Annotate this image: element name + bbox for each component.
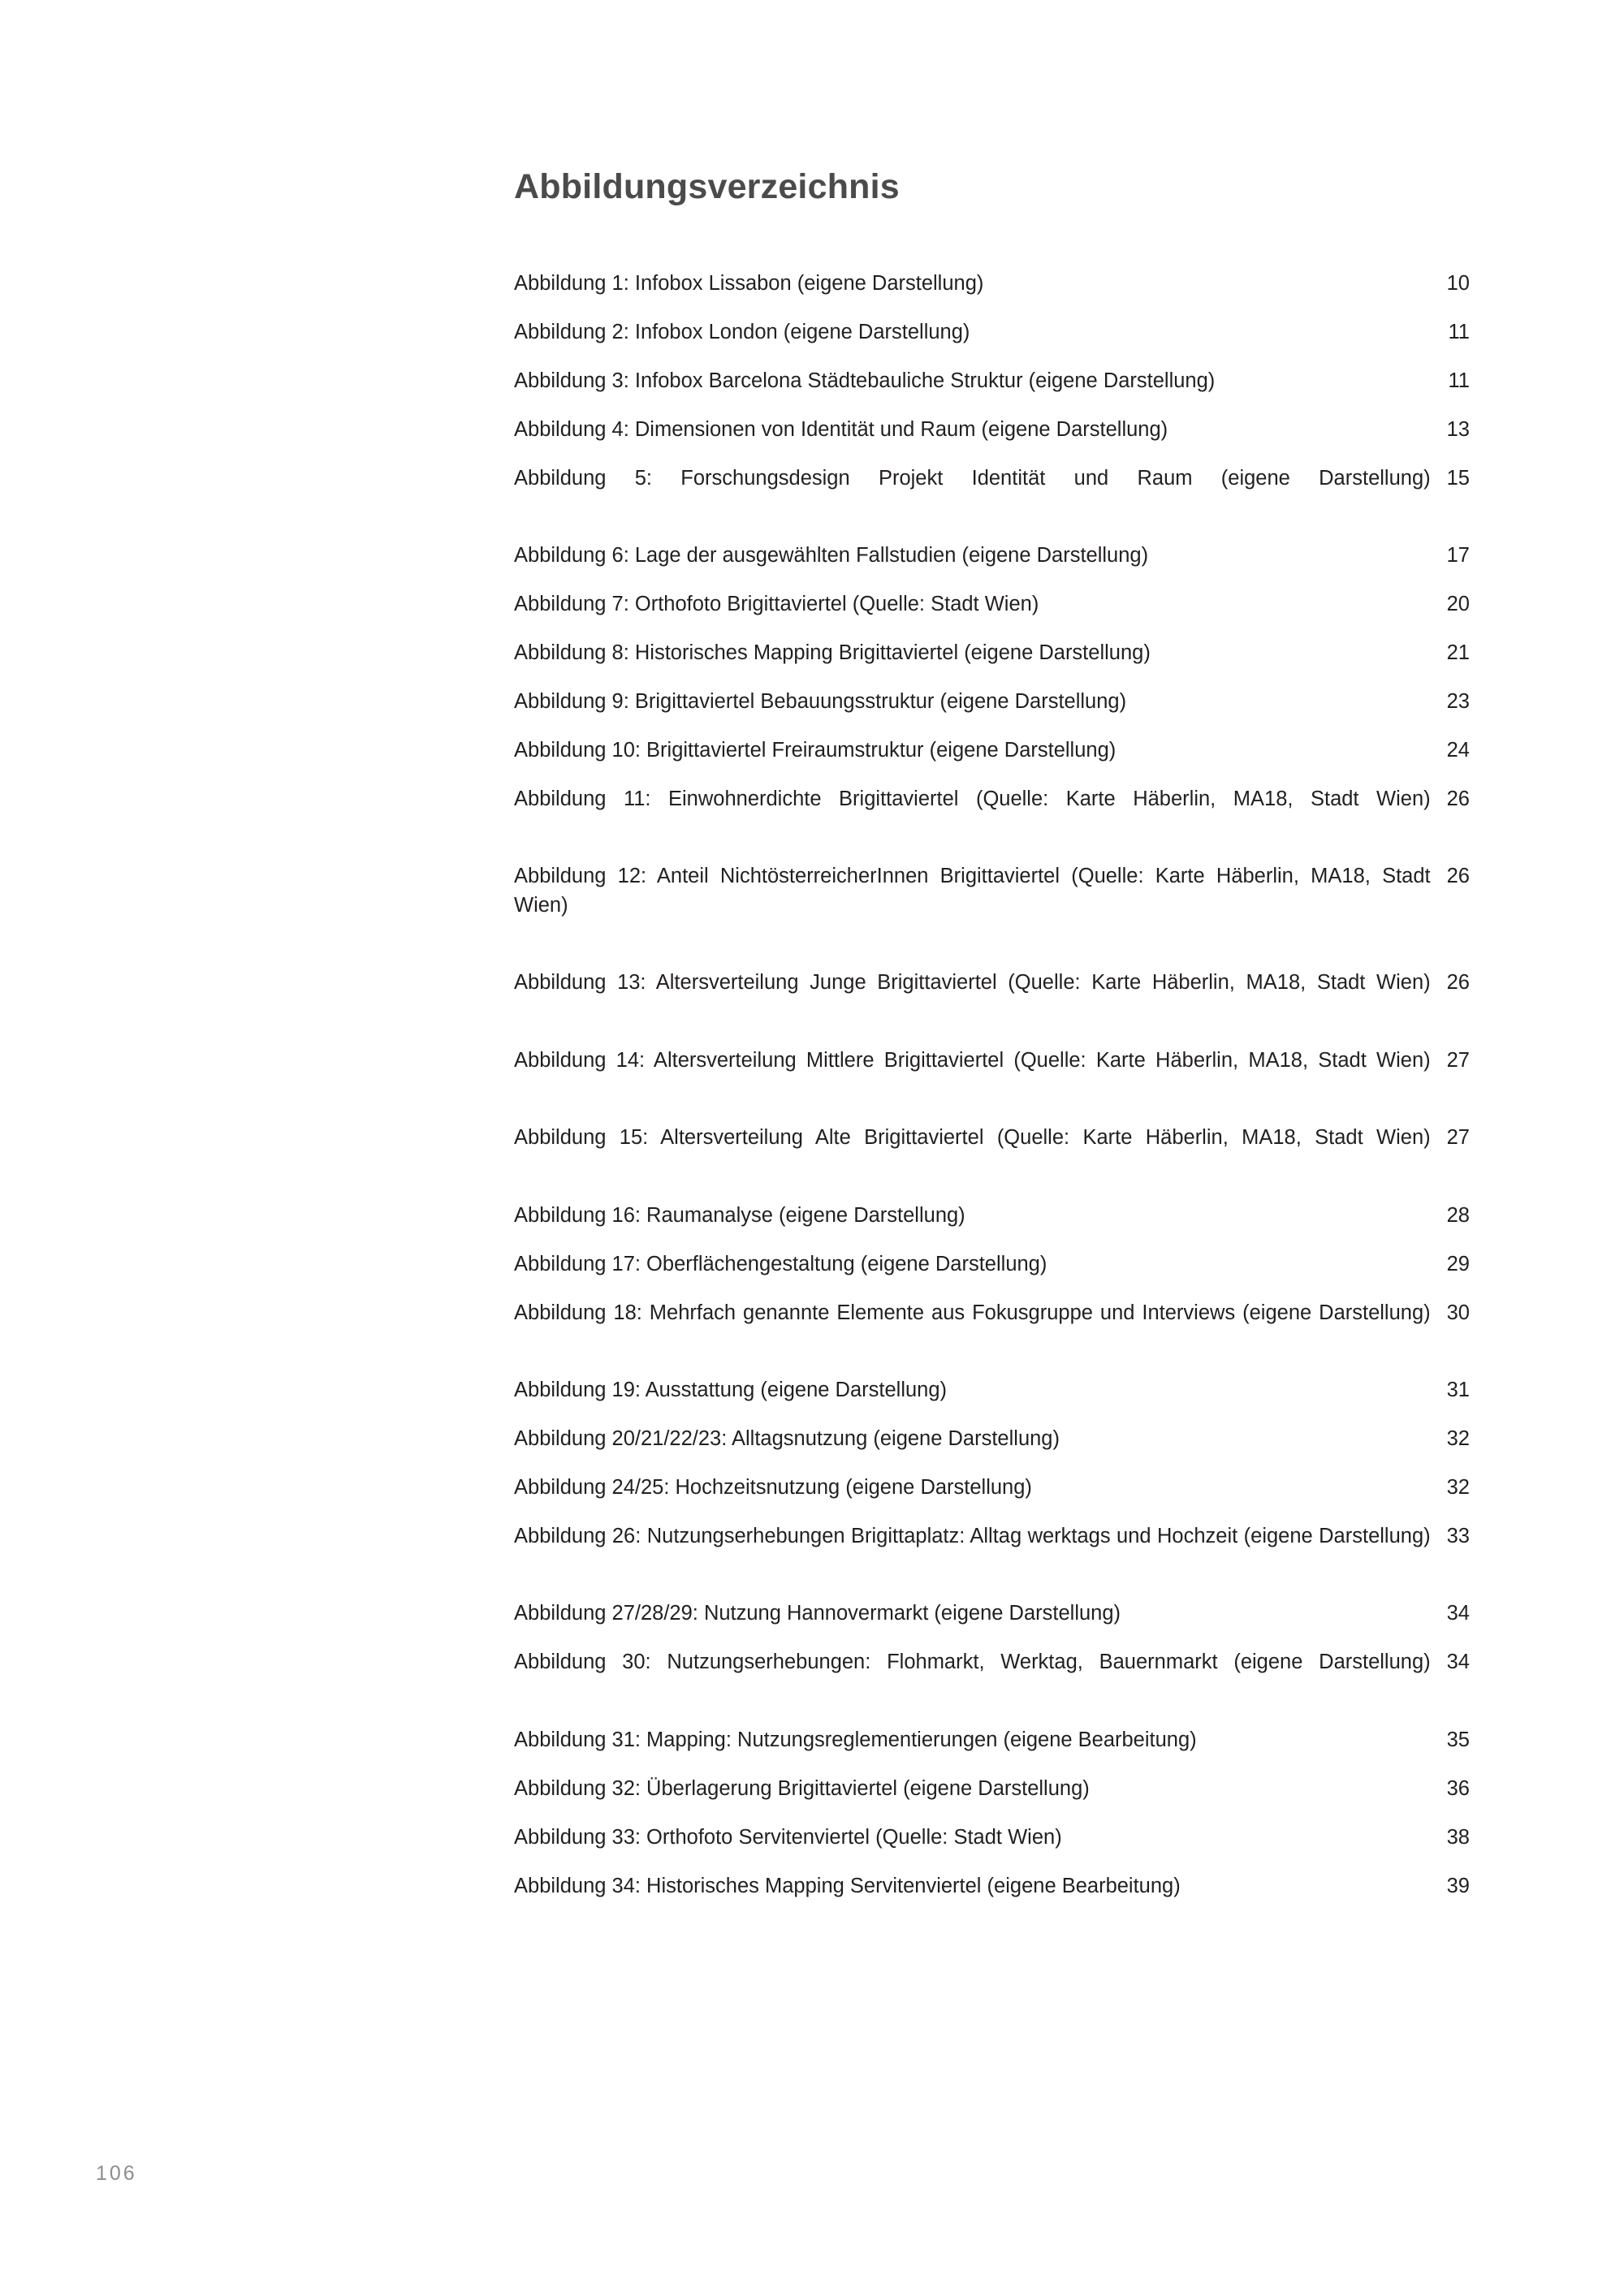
list-item: [514, 367, 1470, 396]
figure-page-number: 11: [1448, 320, 1470, 343]
list-item: [514, 590, 1470, 619]
figure-entry: [514, 1648, 1470, 1706]
figure-entry: [514, 590, 1470, 619]
list-item: [514, 736, 1470, 766]
figure-page-number: 35: [1446, 1728, 1470, 1751]
figure-page-number: 23: [1446, 689, 1470, 713]
list-item: [514, 785, 1470, 843]
figure-entry: [514, 270, 1470, 299]
figure-caption-text: Abbildung 6: Lage der ausgewählten Fallstudien (eigene Darstellung): [514, 543, 1149, 567]
list-item: [514, 270, 1470, 299]
list-item: [514, 1726, 1470, 1755]
figure-caption-text: Abbildung 17: Oberflächengestaltung (eigene Darstellung): [514, 1252, 1047, 1275]
figure-caption-text: Abbildung 3: Infobox Barcelona Städtebauliche Struktur (eigene Darstellung): [514, 369, 1216, 392]
page-title: Abbildungsverzeichnis: [514, 167, 900, 206]
figure-caption-text: Abbildung 33: Orthofoto Servitenviertel (Quelle: Stadt Wien): [514, 1825, 1062, 1849]
figure-entry: [514, 1299, 1470, 1357]
figure-caption-text: Abbildung 24/25: Hochzeitsnutzung (eigene Darstellung): [514, 1475, 1032, 1499]
list-item: [514, 1425, 1470, 1454]
figure-caption-text: Abbildung 7: Orthofoto Brigittaviertel (Quelle: Stadt Wien): [514, 592, 1039, 615]
figure-caption-text: Abbildung 32: Überlagerung Brigittaviertel (eigene Darstellung): [514, 1776, 1090, 1800]
figure-entry: [514, 1425, 1470, 1454]
figure-page-number: 39: [1446, 1874, 1470, 1897]
figure-entry: [514, 1376, 1470, 1405]
figure-caption-text: Abbildung 30: Nutzungserhebungen: Flohmarkt, Werktag, Bauernmarkt (eigene Darstellung): [514, 1651, 1431, 1674]
figure-page-number: 33: [1446, 1524, 1470, 1547]
list-item: [514, 969, 1470, 1026]
figure-entry: [514, 785, 1470, 843]
figure-page-number: 20: [1446, 592, 1470, 615]
figure-caption-text: Abbildung 14: Altersverteilung Mittlere Brigittaviertel (Quelle: Karte Häberlin, MA18, Stadt Wien): [514, 1048, 1431, 1072]
figure-caption-text: Abbildung 2: Infobox London (eigene Darstellung): [514, 320, 970, 343]
figure-caption-text: Abbildung 34: Historisches Mapping Servitenviertel (eigene Bearbeitung): [514, 1874, 1181, 1897]
figure-caption-text: Abbildung 18: Mehrfach genannte Elemente aus Fokusgruppe und Interviews (eigene Darstellung): [514, 1301, 1431, 1324]
figure-caption-text: Abbildung 11: Einwohnerdichte Brigittaviertel (Quelle: Karte Häberlin, MA18, Stadt Wien): [514, 787, 1431, 810]
list-item: [514, 1775, 1470, 1804]
list-item: [514, 1522, 1470, 1580]
figure-page-number: 13: [1446, 417, 1470, 441]
list-item: [514, 1474, 1470, 1503]
list-item: [514, 1299, 1470, 1357]
page-number-folio: 106: [96, 2162, 137, 2185]
figure-page-number: 30: [1446, 1301, 1470, 1324]
list-of-figures: [514, 270, 1470, 1901]
figure-entry: [514, 1250, 1470, 1280]
figure-caption-text: Abbildung 9: Brigittaviertel Bebauungsstruktur (eigene Darstellung): [514, 689, 1127, 713]
figure-entry: [514, 367, 1470, 396]
figure-caption-text: Abbildung 5: Forschungsdesign Projekt Identität und Raum (eigene Darstellung): [514, 466, 1431, 490]
figure-page-number: 11: [1448, 369, 1470, 392]
figure-entry: [514, 736, 1470, 766]
list-item: [514, 1047, 1470, 1104]
figure-entry: [514, 1599, 1470, 1629]
figure-page-number: 24: [1446, 738, 1470, 762]
figure-page-number: 32: [1446, 1475, 1470, 1499]
figure-entry: [514, 639, 1470, 668]
figure-page-number: 17: [1446, 543, 1470, 567]
figure-caption-text: Abbildung 4: Dimensionen von Identität und Raum (eigene Darstellung): [514, 417, 1168, 441]
figure-caption-text: Abbildung 26: Nutzungserhebungen Brigittaplatz: Alltag werktags und Hochzeit (eigene Darstellung): [514, 1524, 1431, 1547]
figure-entry: [514, 1823, 1470, 1853]
figure-caption-text: Abbildung 10: Brigittaviertel Freiraumstruktur (eigene Darstellung): [514, 738, 1116, 762]
list-item: [514, 1376, 1470, 1405]
list-item: [514, 1872, 1470, 1901]
figure-entry: [514, 1522, 1470, 1580]
figure-page-number: 26: [1446, 971, 1470, 995]
figure-caption-text: Abbildung 8: Historisches Mapping Brigittaviertel (eigene Darstellung): [514, 641, 1151, 664]
figure-caption-text: Abbildung 27/28/29: Nutzung Hannovermarkt (eigene Darstellung): [514, 1602, 1121, 1625]
figure-page-number: 38: [1446, 1825, 1470, 1849]
figure-page-number: 10: [1446, 271, 1470, 295]
figure-page-number: 36: [1446, 1776, 1470, 1800]
figure-page-number: 28: [1446, 1203, 1470, 1227]
figure-entry: [514, 1726, 1470, 1755]
list-item: [514, 688, 1470, 717]
list-item: [514, 1599, 1470, 1629]
list-item: [514, 1648, 1470, 1706]
list-item: [514, 639, 1470, 668]
figure-page-number: 26: [1446, 865, 1470, 888]
figure-page-number: 26: [1446, 787, 1470, 810]
figure-entry: [514, 1202, 1470, 1231]
figure-entry: [514, 969, 1470, 1026]
figure-entry: [514, 1047, 1470, 1104]
list-item: [514, 542, 1470, 571]
figure-caption-text: Abbildung 19: Ausstattung (eigene Darstellung): [514, 1378, 948, 1401]
figure-entry: [514, 464, 1470, 522]
figure-page-number: 32: [1446, 1426, 1470, 1450]
list-item: [514, 1124, 1470, 1181]
figure-caption-text: Abbildung 13: Altersverteilung Junge Brigittaviertel (Quelle: Karte Häberlin, MA18, Stadt Wien): [514, 971, 1431, 995]
figure-page-number: 34: [1446, 1602, 1470, 1625]
figure-page-number: 27: [1446, 1048, 1470, 1072]
figure-caption-text: Abbildung 16: Raumanalyse (eigene Darstellung): [514, 1203, 965, 1227]
list-item: [514, 318, 1470, 347]
list-item: [514, 416, 1470, 445]
figure-entry: [514, 862, 1470, 949]
figure-page-number: 27: [1446, 1126, 1470, 1150]
list-item: [514, 862, 1470, 949]
figure-entry: [514, 1775, 1470, 1804]
figure-entry: [514, 416, 1470, 445]
figure-caption-text: Abbildung 31: Mapping: Nutzungsreglementierungen (eigene Bearbeitung): [514, 1728, 1197, 1751]
figure-page-number: 31: [1446, 1378, 1470, 1401]
figure-entry: [514, 1124, 1470, 1181]
figure-caption-text: Abbildung 12: Anteil NichtösterreicherInnen Brigittaviertel (Quelle: Karte Häberlin, MA18, Stadt Wien): [514, 865, 1431, 917]
figure-entry: [514, 688, 1470, 717]
list-of-figures-section: [514, 166, 1470, 1921]
figure-page-number: 21: [1446, 641, 1470, 664]
figure-page-number: 29: [1446, 1252, 1470, 1275]
list-item: [514, 1250, 1470, 1280]
list-item: [514, 1202, 1470, 1231]
figure-entry: [514, 542, 1470, 571]
figure-page-number: 15: [1446, 466, 1470, 490]
figure-entry: [514, 1872, 1470, 1901]
figure-entry: [514, 318, 1470, 347]
list-item: [514, 464, 1470, 522]
figure-caption-text: Abbildung 20/21/22/23: Alltagsnutzung (eigene Darstellung): [514, 1426, 1060, 1450]
figure-entry: [514, 1474, 1470, 1503]
figure-caption-text: Abbildung 15: Altersverteilung Alte Brigittaviertel (Quelle: Karte Häberlin, MA18, Stadt Wien): [514, 1126, 1431, 1150]
figure-caption-text: Abbildung 1: Infobox Lissabon (eigene Darstellung): [514, 271, 984, 295]
figure-page-number: 34: [1446, 1651, 1470, 1674]
list-item: [514, 1823, 1470, 1853]
